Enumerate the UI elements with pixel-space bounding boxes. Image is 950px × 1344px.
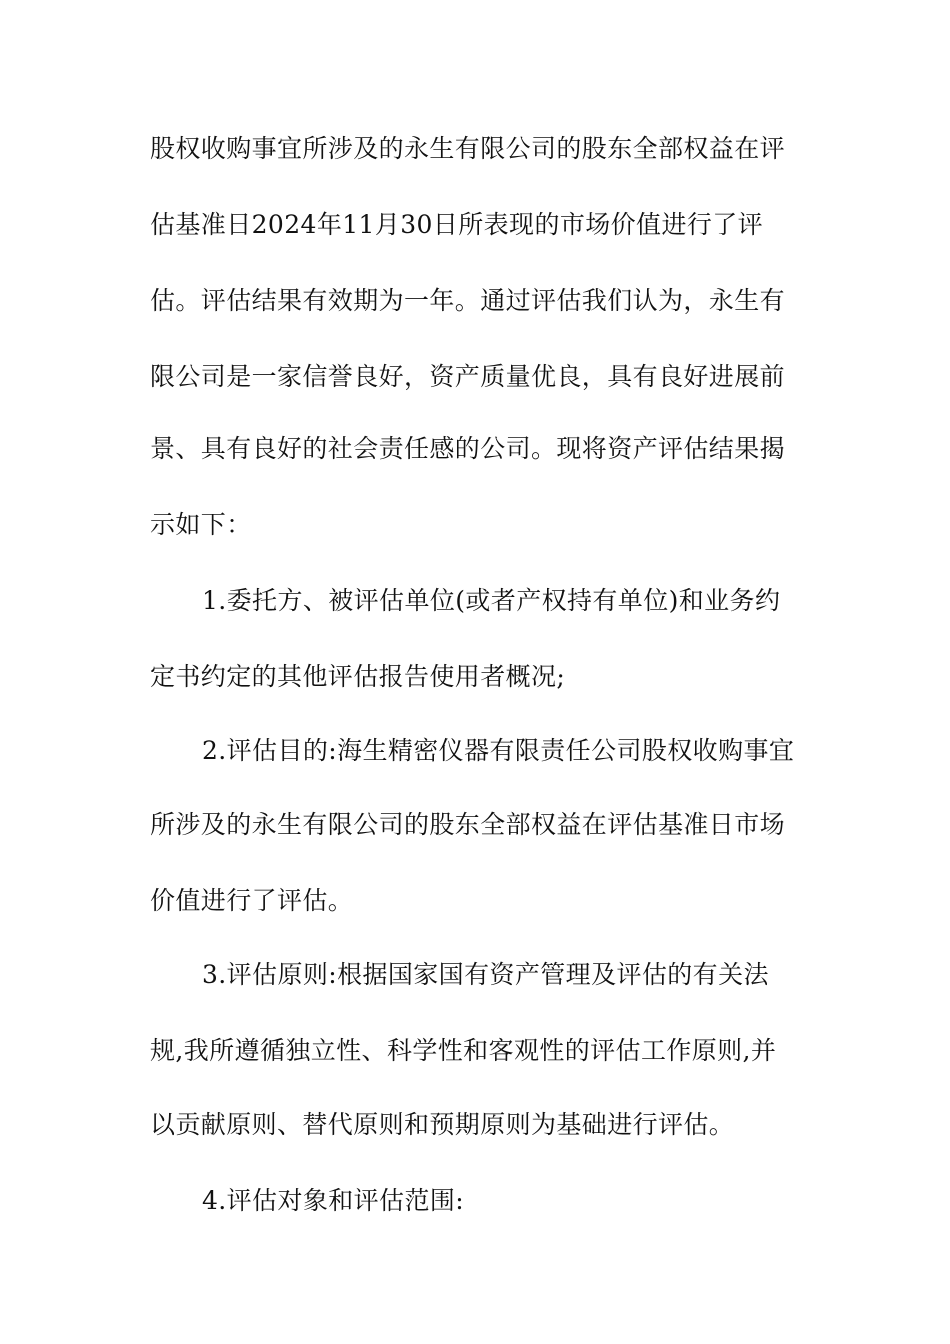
list-item-3-line: 3.评估原则:根据国家国有资产管理及评估的有关法 xyxy=(202,960,769,989)
text-line: 估基准日2024年11月30日所表现的市场价值进行了评 xyxy=(150,210,764,239)
text-line: 价值进行了评估。 xyxy=(150,886,354,915)
list-item-1-line: 1.委托方、被评估单位(或者产权持有单位)和业务约 xyxy=(202,586,781,615)
text-line: 所涉及的永生有限公司的股东全部权益在评估基准日市场 xyxy=(150,810,786,839)
text-line: 定书约定的其他评估报告使用者概况; xyxy=(150,662,566,691)
text-line: 以贡献原则、替代原则和预期原则为基础进行评估。 xyxy=(150,1110,735,1139)
text-line: 限公司是一家信誉良好，资产质量优良，具有良好进展前 xyxy=(150,362,786,391)
text-line: 景、具有良好的社会责任感的公司。现将资产评估结果揭 xyxy=(150,434,786,463)
text-line: 规,我所遵循独立性、科学性和客观性的评估工作原则,并 xyxy=(150,1036,777,1065)
list-item-4-line: 4.评估对象和评估范围: xyxy=(202,1186,465,1215)
text-line: 估。评估结果有效期为一年。通过评估我们认为，永生有 xyxy=(150,286,786,315)
text-line: 示如下： xyxy=(150,510,252,539)
text-line: 股权收购事宜所涉及的永生有限公司的股东全部权益在评 xyxy=(150,134,786,163)
list-item-2-line: 2.评估目的:海生精密仪器有限责任公司股权收购事宜 xyxy=(202,736,795,765)
